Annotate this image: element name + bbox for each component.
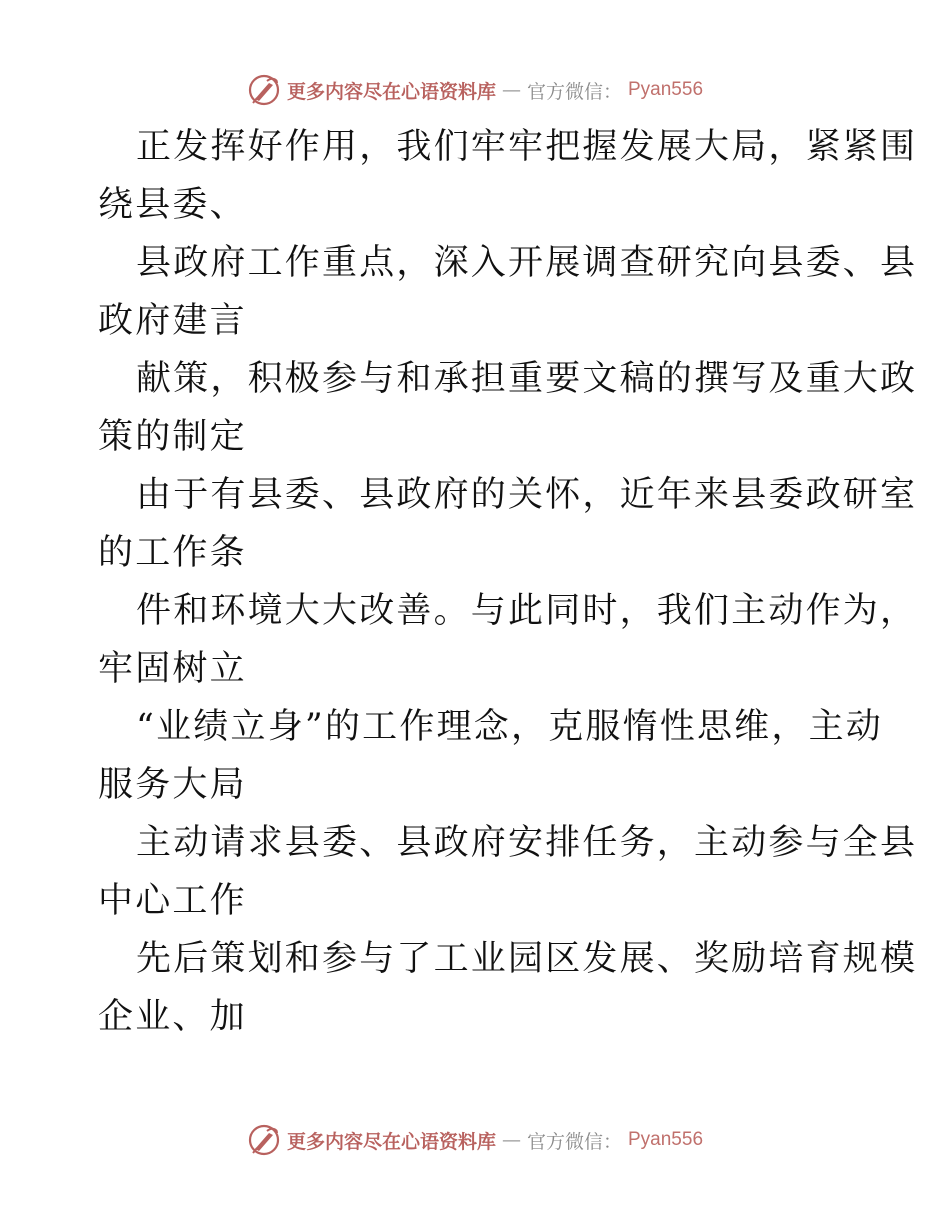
paragraph-line: 主动请求县委、县政府安排任务，主动参与全县 bbox=[136, 823, 918, 863]
paragraph-line: 先后策划和参与了工业园区发展、奖励培育规模 bbox=[136, 939, 918, 979]
paragraph bbox=[98, 118, 918, 234]
paragraph-line: 绕县委、 bbox=[98, 185, 247, 225]
paragraph bbox=[98, 698, 883, 814]
paragraph-line: 正发挥好作用，我们牢牢把握发展大局，紧紧围 bbox=[136, 127, 918, 167]
paragraph bbox=[98, 814, 918, 930]
paragraph bbox=[98, 930, 918, 1046]
banner-separator: — bbox=[501, 1129, 521, 1151]
paragraph bbox=[98, 466, 918, 582]
paragraph-line: 政府建言 bbox=[98, 301, 247, 341]
paragraph bbox=[98, 350, 918, 466]
paragraph bbox=[98, 234, 918, 350]
banner-wechat-label: 官方微信： bbox=[526, 80, 622, 103]
header-banner bbox=[0, 70, 950, 110]
paragraph-line: 中心工作 bbox=[98, 881, 247, 921]
paragraph-line: 的工作条 bbox=[98, 533, 247, 573]
banner-wechat-label: 官方微信： bbox=[526, 1130, 622, 1153]
banner-wechat-id: Pyan556 bbox=[628, 1129, 704, 1150]
paragraph-line: 件和环境大大改善。与此同时，我们主动作为， bbox=[136, 591, 918, 631]
paragraph-line: “业绩立身”的工作理念，克服惰性思维，主动 bbox=[136, 707, 883, 747]
paragraph-line: 献策，积极参与和承担重要文稿的撰写及重大政 bbox=[136, 359, 918, 399]
paragraph-line: 策的制定 bbox=[98, 417, 247, 457]
paragraph-line: 由于有县委、县政府的关怀，近年来县委政研室 bbox=[136, 475, 918, 515]
footer-banner bbox=[0, 1120, 950, 1160]
paragraph-line: 企业、加 bbox=[98, 997, 247, 1037]
quill-pen-icon bbox=[247, 73, 281, 107]
paragraph-line: 牢固树立 bbox=[98, 649, 247, 689]
quill-pen-icon bbox=[247, 1123, 281, 1157]
banner-wechat-id: Pyan556 bbox=[628, 79, 704, 100]
banner-title: 更多内容尽在心语资料库 bbox=[286, 1130, 496, 1153]
banner-title: 更多内容尽在心语资料库 bbox=[286, 80, 496, 103]
document-body bbox=[98, 118, 918, 1046]
paragraph-line: 服务大局 bbox=[98, 765, 247, 805]
paragraph bbox=[98, 582, 918, 698]
banner-separator: — bbox=[501, 79, 521, 101]
paragraph-line: 县政府工作重点，深入开展调查研究向县委、县 bbox=[136, 243, 918, 283]
